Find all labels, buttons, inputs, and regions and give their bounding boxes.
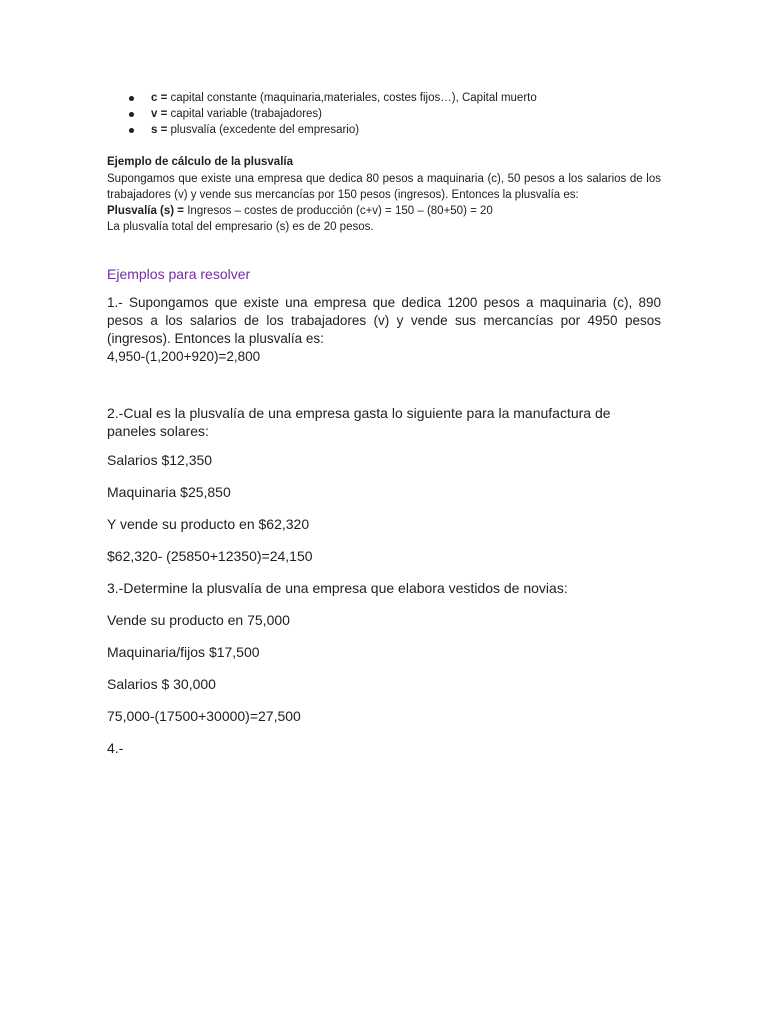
definition-key: s = [151,124,168,136]
definition-key: c = [151,92,168,104]
definition-text: capital constante (maquinaria,materiales, costes fijos…), Capital muerto [167,92,537,104]
definition-s [129,122,661,138]
example-paragraph: Supongamos que existe una empresa que dedica 80 pesos a maquinaria (c), 50 pesos a los salarios de los trabajadores (v) y vende sus mercancías por 150 pesos (ingresos). Entonces la plusvalía es: [107,173,661,201]
exercise3-question: 3.-Determine la plusvalía de una empresa que elabora vestidos de novias: [107,580,568,596]
example-conclusion: La plusvalía total del empresario (s) es de 20 pesos. [107,221,374,233]
definition-c [129,90,661,106]
definition-v [129,106,661,122]
exercise4-label: 4.- [107,740,124,756]
exercise2-question: 2.-Cual es la plusvalía de una empresa gasta lo siguiente para la manufactura de paneles solares: [107,405,611,439]
example-formula [107,203,661,219]
definition-key: v = [151,108,168,120]
document-page [107,90,661,771]
exercise2-answer: $62,320- (25850+12350)=24,150 [107,548,313,564]
definition-text: plusvalía (excedente del empresario) [167,124,360,136]
definition-text: capital variable (trabajadores) [167,108,323,120]
bullet-icon [129,112,134,117]
exercise2-vende: Y vende su producto en $62,320 [107,516,310,532]
exercise3-answer: 75,000-(17500+30000)=27,500 [107,708,301,724]
exercise2-maquinaria: Maquinaria $25,850 [107,484,231,500]
bullet-icon [129,96,134,101]
exercise1-question: 1.- Supongamos que existe una empresa que dedica 1200 pesos a maquinaria (c), 890 pesos a los salarios de los trabajadores (v) y vende sus mercancías por 4950 pesos (ingresos). Entonces la plusvalía es: [107,295,661,346]
exercise2-salarios: Salarios $12,350 [107,452,213,468]
example-heading: Ejemplo de cálculo de la plusvalía [107,156,293,168]
bullet-icon [129,128,134,133]
exercise3-maquinaria: Maquinaria/fijos $17,500 [107,644,260,660]
exercise3-salarios: Salarios $ 30,000 [107,676,216,692]
exercise3-vende: Vende su producto en 75,000 [107,612,290,628]
formula-text: Ingresos – costes de producción (c+v) = 150 – (80+50) = 20 [184,205,493,217]
exercise1-answer: 4,950-(1,200+920)=2,800 [107,349,261,364]
formula-label: Plusvalía (s) = [107,205,185,217]
example-section [107,154,661,235]
section-title: Ejemplos para resolver [107,266,251,282]
definitions-list [107,90,661,138]
